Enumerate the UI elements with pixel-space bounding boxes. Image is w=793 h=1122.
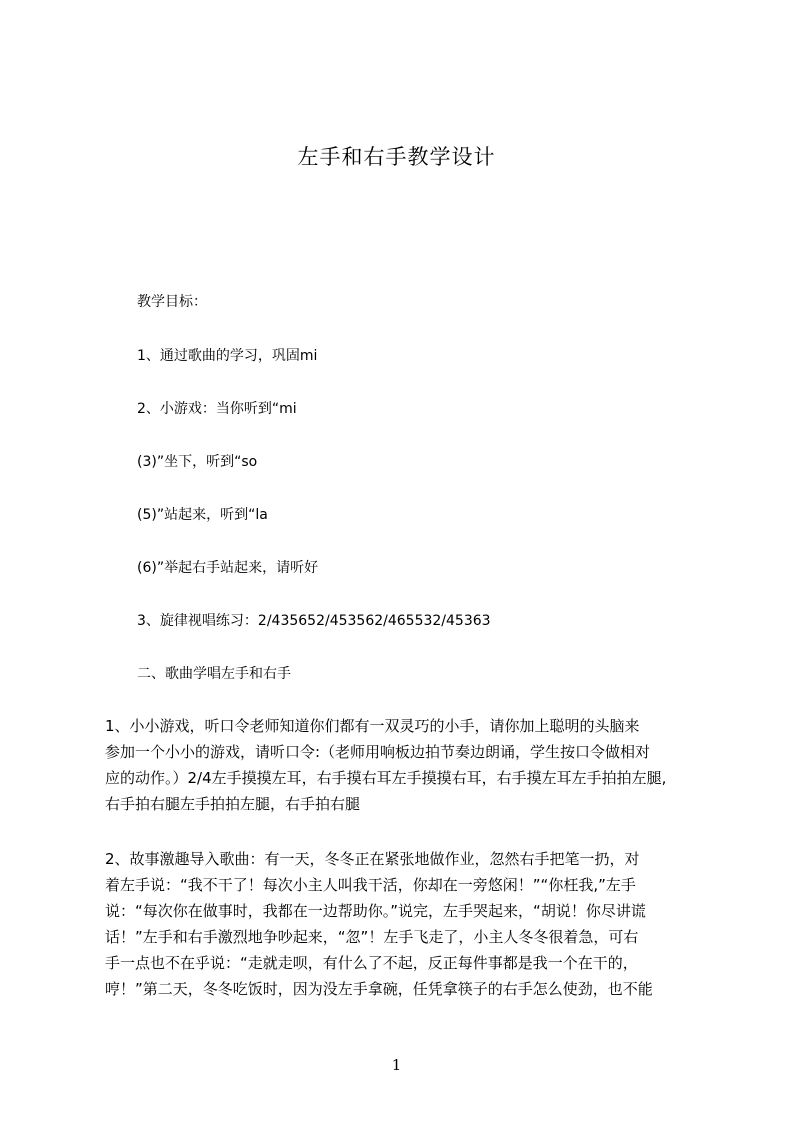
section-two-heading: 二、歌曲学唱左手和右手	[137, 666, 291, 682]
objectives-heading: 教学目标：	[137, 294, 207, 310]
paragraph-line: 话！”左手和右手激烈地争吵起来，“忽”！左手飞走了，小主人冬冬很着急，可右	[105, 928, 639, 946]
paragraph-line: 手一点也不在乎说：“走就走呗，有什么了不起，反正每件事都是我一个在干的，	[105, 954, 638, 972]
paragraph-line: 哼！”第二天，冬冬吃饭时，因为没左手拿碗，任凭拿筷子的右手怎么使劲，也不能	[105, 980, 653, 998]
objective-item-1: 1、通过歌曲的学习，巩固mi	[137, 348, 318, 364]
paragraph-line: 2、故事激趣导入歌曲：有一天，冬冬正在紧张地做作业，忽然右手把笔一扔，对	[105, 850, 640, 868]
paragraph-line: 应的动作。）2/4左手摸摸左耳，右手摸右耳左手摸摸右耳，右手摸左耳左手拍拍左腿,	[105, 769, 667, 787]
paragraph-line: 1、小小游戏，听口令老师知道你们都有一双灵巧的小手，请你加上聪明的头脑来	[105, 717, 640, 735]
objective-item-6: 3、旋律视唱练习：2/435652/453562/465532/45363	[137, 613, 491, 629]
paragraph-two	[105, 846, 713, 1002]
paragraph-line: 右手拍右腿左手拍拍左腿，右手拍右腿	[105, 795, 361, 813]
document-title: 左手和右手教学设计	[297, 145, 496, 169]
paragraph-line: 说：“每次你在做事时，我都在一边帮助你。”说完，左手哭起来，“胡说！你尽讲谎	[105, 902, 646, 920]
paragraph-line: 参加一个小小的游戏，请听口令:（老师用响板边拍节奏边朗诵，学生按口令做相对	[105, 743, 651, 761]
objective-item-4: (5)”站起来，听到“la	[137, 507, 268, 523]
objective-item-3: (3)”坐下，听到“so	[137, 454, 258, 470]
objective-item-5: (6)”举起右手站起来，请听好	[137, 560, 319, 576]
paragraph-line: 着左手说：“我不干了！每次小主人叫我干活，你却在一旁悠闲！”“你枉我,”左手	[105, 876, 636, 894]
objective-item-2: 2、小游戏：当你听到“mi	[137, 401, 297, 417]
page-number: 1	[391, 1056, 402, 1074]
paragraph-one	[105, 713, 713, 817]
